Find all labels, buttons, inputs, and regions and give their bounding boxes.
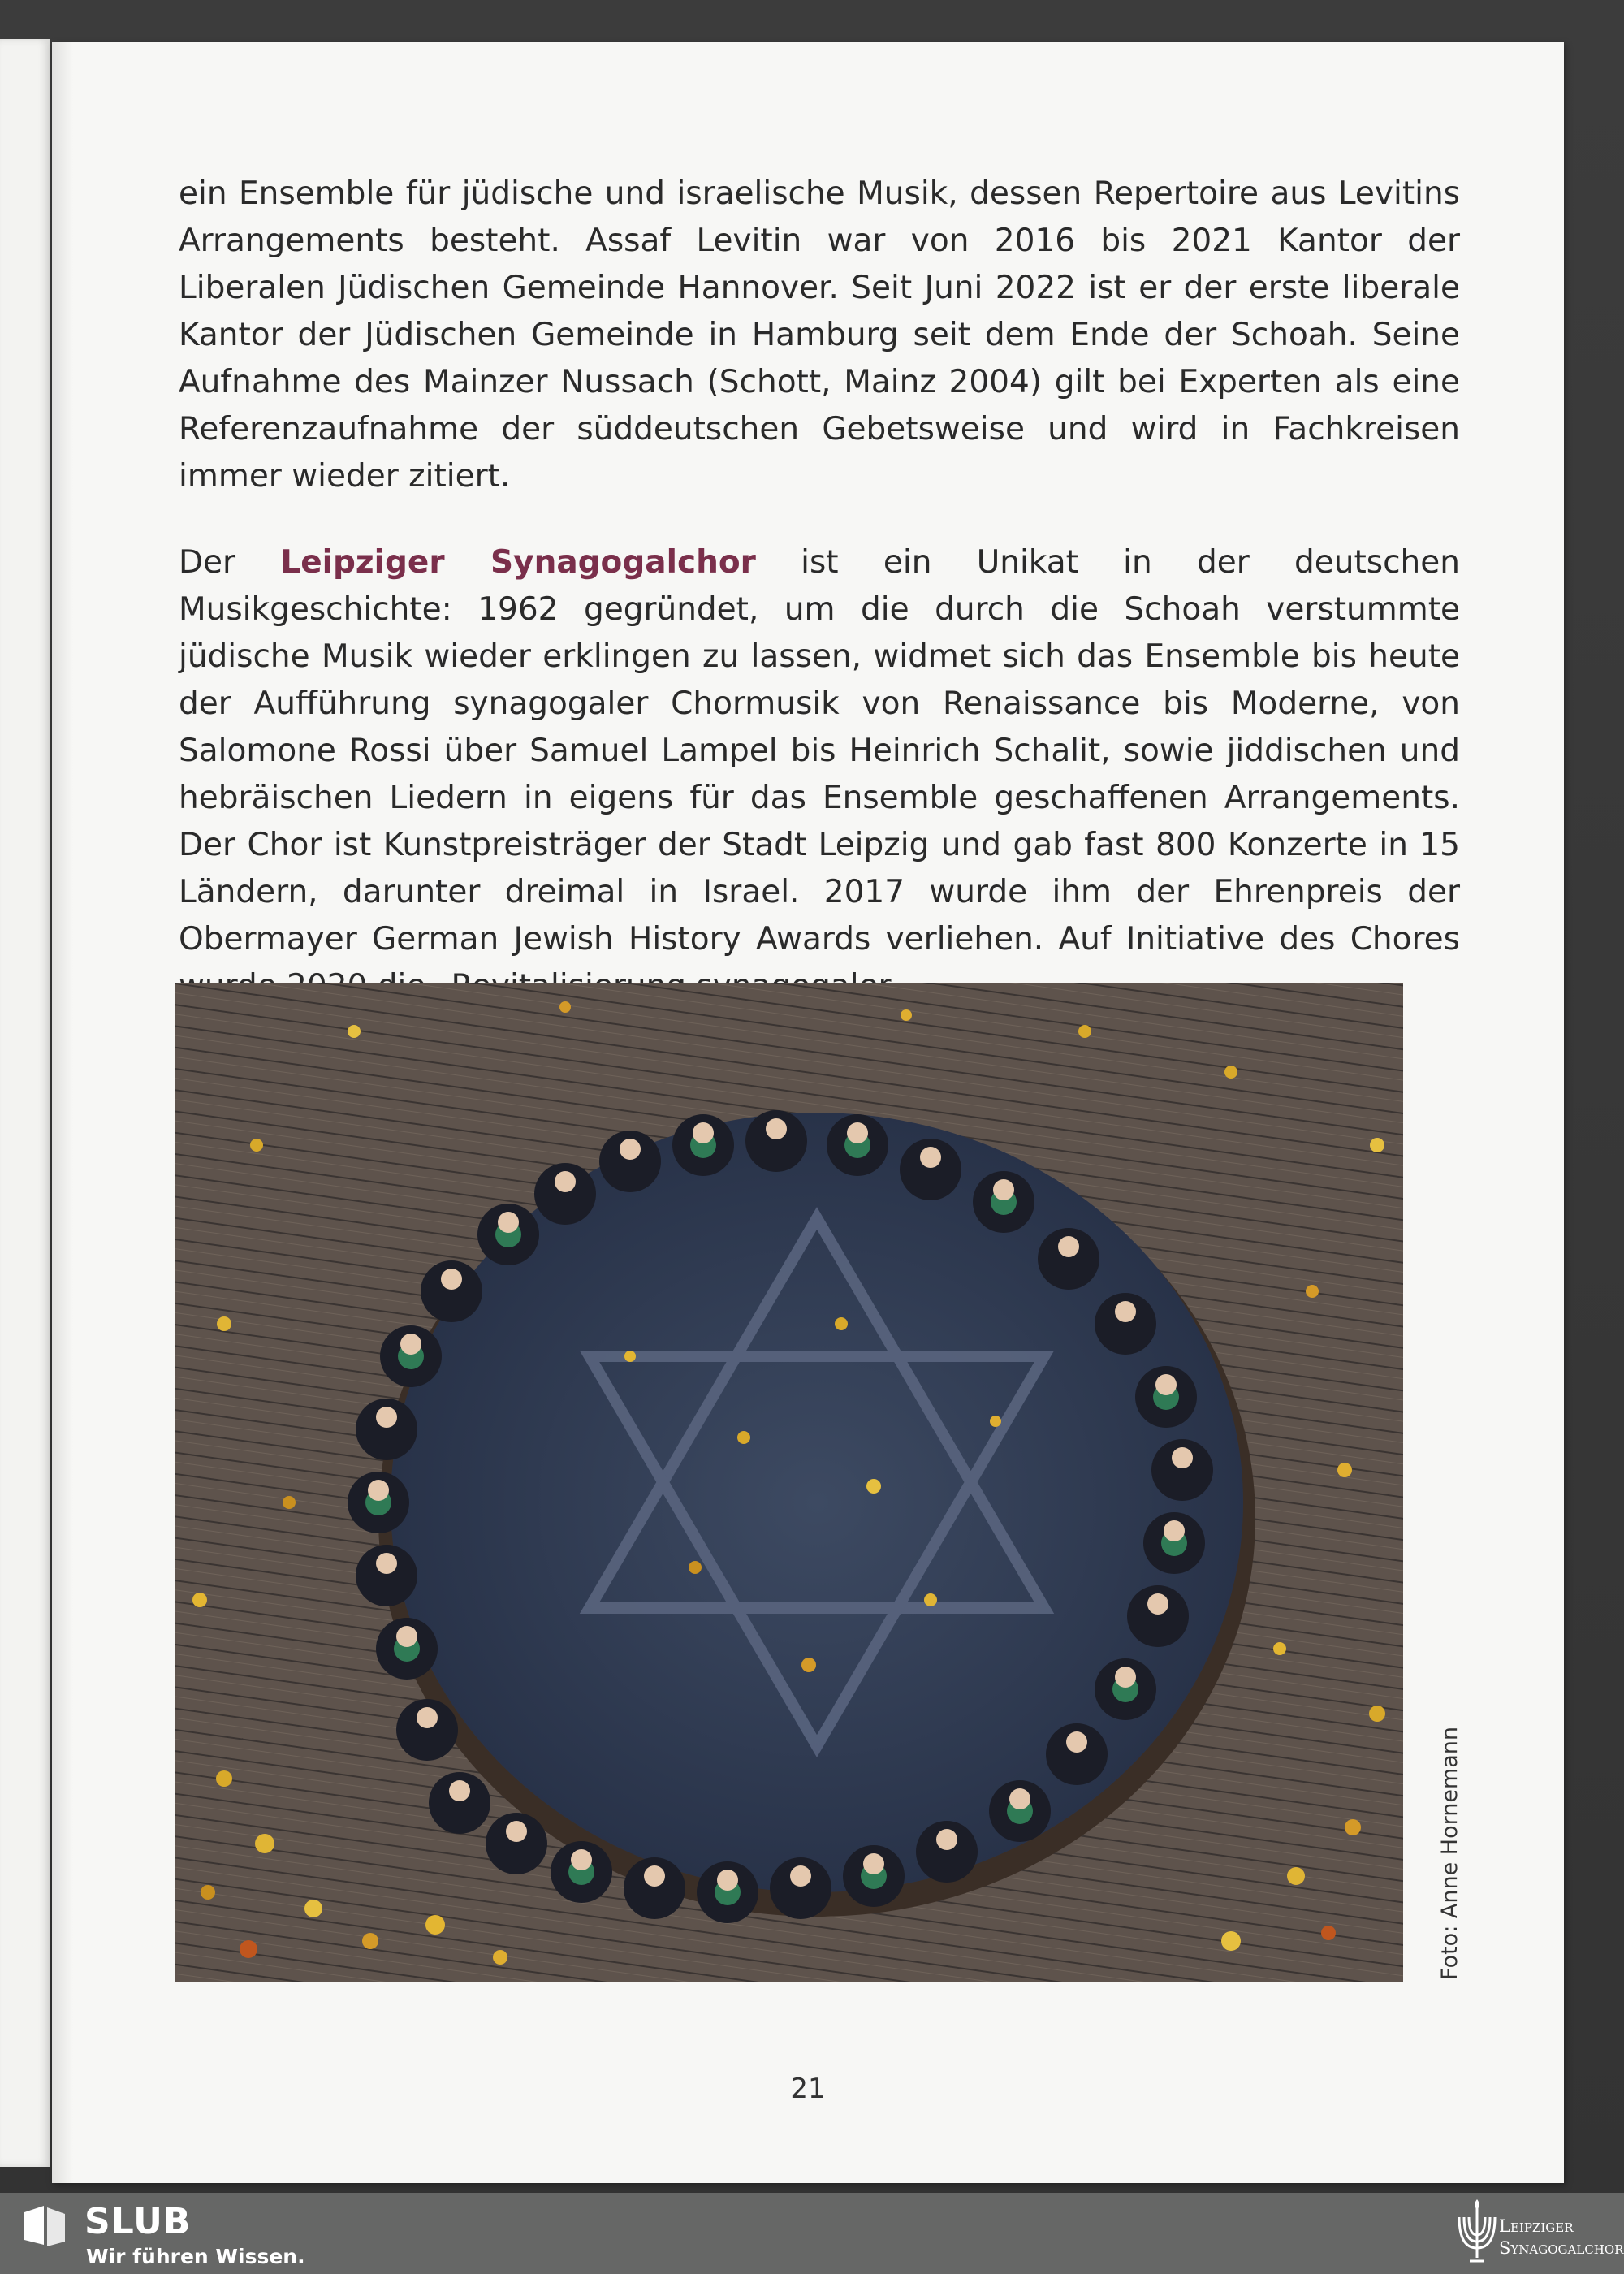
menorah-icon <box>1457 2199 1497 2271</box>
choir-name-highlight: Leipziger Synagogalchor <box>280 544 756 581</box>
page-number: 21 <box>790 2073 826 2105</box>
choir-logo-line-1: Leipziger <box>1499 2216 1574 2236</box>
library-name: SLUB <box>84 2201 192 2242</box>
paragraph-synagogalchor <box>179 539 1460 1010</box>
library-slogan: Wir führen Wissen. <box>86 2245 305 2268</box>
paragraph-levitin: ein Ensemble für jüdische und israelische Musik, dessen Repertoire aus Levitins Arrangements besteht. Assaf Levitin war von 2016 bis 2021 Kantor der Liberalen Jüdischen Gemeinde Hannover. Seit Juni 2022 ist er der erste liberale Kantor der Jüdischen Gemeinde in Hamburg seit dem Ende der Schoah. Seine Aufnahme des Mainzer Nussach (Schott, Mainz 2004) gilt bei Experten als eine Referenzaufnahme der süddeutschen Gebetsweise und wird in Fachkreisen immer wieder zitiert. <box>179 175 1460 495</box>
slub-logo-icon <box>21 2203 68 2253</box>
booklet-page <box>52 42 1564 2183</box>
paragraph-lead: Der <box>179 544 236 581</box>
footer-bar <box>0 2193 1624 2274</box>
photo-credit: Foto: Anne Hornemann <box>1437 1726 1462 1980</box>
paragraph-body: ist ein Unikat in der deutschen Musikgeschichte: 1962 gegründet, um die durch die Schoah verstummte jüdische Musik wieder erklingen zu lassen, widmet sich das Ensemble bis heute der Aufführung synagogaler Chormusik von Renaissance bis Moderne, von Salomone Rossi über Samuel Lampel bis Heinrich Schalit, sowie jiddischen und hebräischen Liedern in eigens für das Ensemble geschaffenen Arrangements. Der Chor ist Kunstpreisträger der Stadt Leipzig und gab fast 800 Konzerte in 15 Ländern, darunter dreimal in Israel. 2017 wurde ihm der Ehrenpreis der Obermayer German Jewish History Awards verliehen. Auf Initiative des Chores <box>179 544 1460 958</box>
choir-photo <box>175 983 1403 1982</box>
choir-logo-line-2: Synagogalchor <box>1499 2238 1624 2258</box>
choir-logo-text <box>1499 2216 1623 2259</box>
facing-page-edge <box>0 39 50 2167</box>
